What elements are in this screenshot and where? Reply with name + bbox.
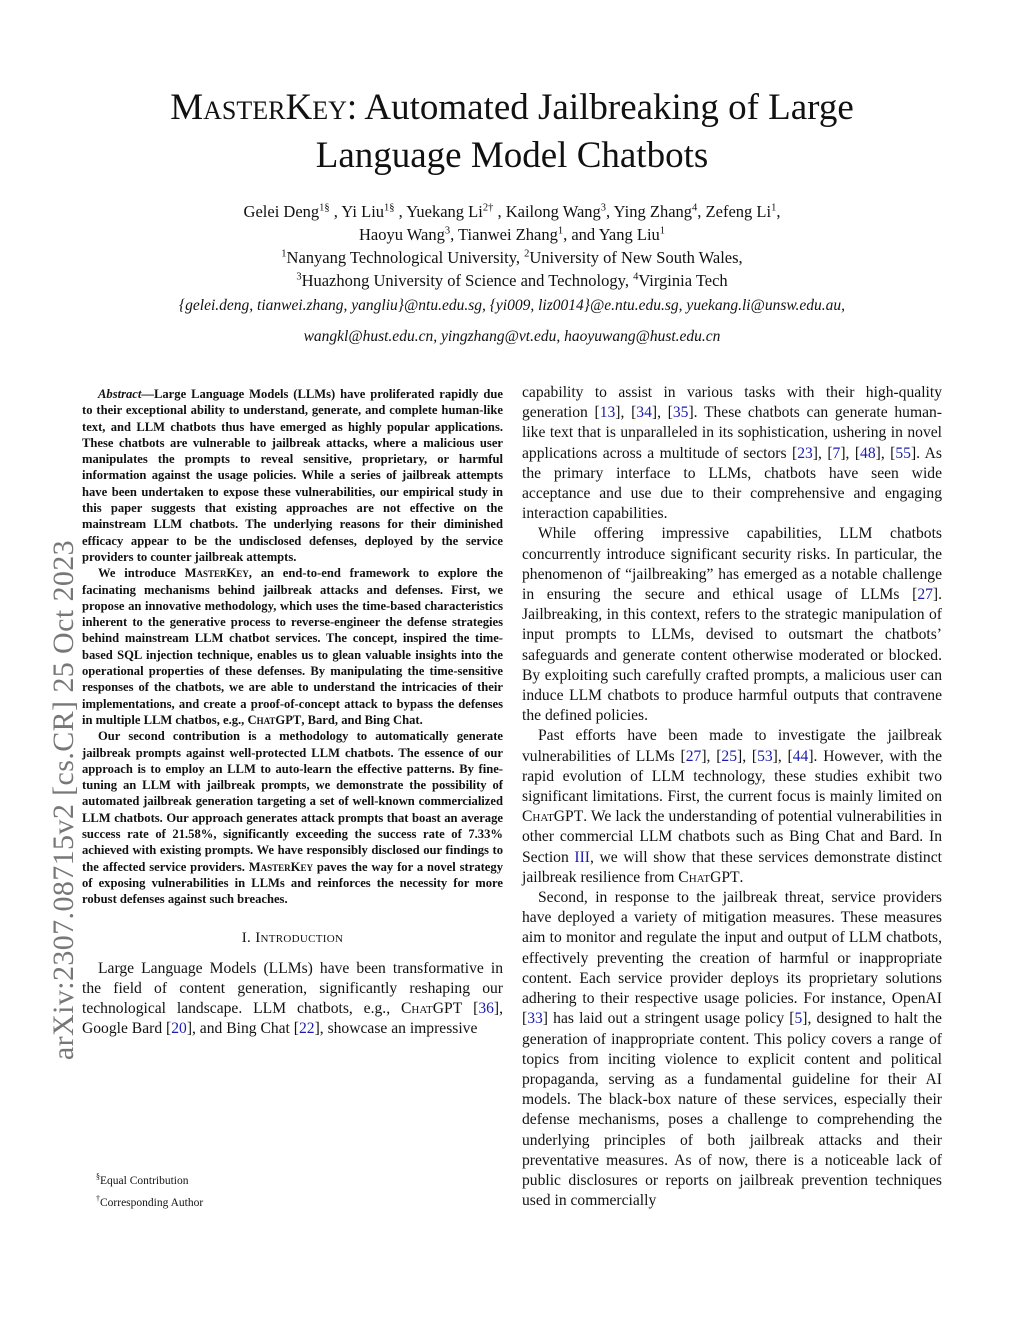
author-block: [120, 200, 904, 348]
section-number: I.: [241, 929, 252, 946]
affiliation-mark: 2: [524, 248, 530, 260]
author-name: , Ying Zhang: [606, 202, 693, 221]
chatgpt-name: ChatGPT: [678, 868, 740, 886]
affiliation: Virginia Tech: [638, 271, 728, 290]
author-affil-mark: 1§: [319, 202, 330, 214]
citation-link[interactable]: 25: [721, 747, 737, 765]
abstract-text: paves the way for a novel strategy of exposing vulnerabilities in LLMs and reinforces the necessity for more robust defenses against such breaches.: [82, 859, 503, 907]
citation-link[interactable]: 35: [672, 404, 689, 422]
abstract: [82, 386, 503, 908]
affiliation-line-1: [120, 246, 904, 269]
body-text: ]. As the primary interface to LLMs, chatbots have seen wide acceptance and use due to their comprehensive and engaging interaction capabilities.: [522, 444, 942, 523]
author-affil-mark: 1: [659, 225, 666, 237]
body-text: ]. Jailbreaking, in this context, refers to the strategic manipulation of input prompts to LLMs, devised to outsmart the chatbots’ safeguards and generate content otherwise moderated or blocked. By exploiting such carefully crafted prompts, a malicious user can induce LLM chatbots to produce harmful outputs that contravene the defined policies.: [522, 586, 942, 725]
email-line-1: {gelei.deng, tianwei.zhang, yangliu}@ntu.edu.sg, {yi009, liz0014}@e.ntu.edu.sg, yuekang.li@unsw.edu.au,: [178, 297, 846, 314]
citation-link[interactable]: 7: [832, 444, 841, 462]
author-affil-mark: 3: [444, 225, 451, 237]
body-text: ], showcase an impressive: [314, 1020, 478, 1038]
section-title: Introduction: [255, 929, 344, 946]
footnote-corresponding-author: [96, 1190, 203, 1212]
citation-link[interactable]: 5: [794, 1010, 803, 1028]
citation-link[interactable]: 23: [797, 444, 813, 462]
abstract-text: , Bard, and Bing Chat.: [301, 712, 423, 727]
body-text: Large Language Models (LLMs) have been transformative in the field of content generation, significantly reshaping our technological landscape. LLM chatbots, e.g.,: [82, 959, 503, 1017]
footnotes: [96, 1168, 203, 1212]
right-paragraph-2: [522, 524, 942, 726]
author-line-2: [120, 223, 904, 246]
body-text: ], designed to halt the generation of inappropriate content. This policy covers a range of topics from inciting violence to explicit content and political propaganda, serving as a fundamental guideline for their AI models. The black-box nature of these services, especially their defense mechanisms, poses a challenge to comprehending the underlying principles of both jailbreak attacks and their preventative measures. As of now, there is a noticeable lack of public disclosures or reports on jailbreak prevention techniques used in commercially: [522, 1010, 942, 1210]
author-affil-mark: 2†: [482, 202, 494, 214]
affiliation: Huazhong University of Science and Technology,: [301, 271, 634, 290]
citation-link[interactable]: 20: [171, 1020, 187, 1038]
affiliation-mark: 3: [296, 271, 302, 283]
abstract-text: , an end-to-end framework to explore the facinating mechanisms behind jailbreak attacks and defenses. First, we propose an innovative methodology, which uses the time-based characteristics inherent to the generative process to reverse-engineer the defense strategies behind mainstream LLM chatbot services. The concept, inspired the time-based SQL injection technique, enables us to glean valuable insights into the operational properties of these defenses. By manipulating the time-sensitive responses of the chatbots, we are able to understand the intricacies of their implementations, and create a proof-of-concept attack to bypass the defenses in multiple LLM chatbos, e.g.,: [82, 566, 503, 727]
author-affil-mark: 1: [771, 202, 777, 214]
citation-link[interactable]: 27: [685, 747, 702, 765]
author-affil-mark: 1: [557, 225, 564, 237]
right-paragraph-4: [522, 888, 942, 1211]
body-text: [: [462, 999, 479, 1017]
body-text: Second, in response to the jailbreak threat, service providers have deployed a variety of mitigation measures. These measures aim to monitor and regulate the input and output of LLM chatbots, effectively preventing the creation of harmful or inappropriate content. Each service provider deploys its proprietary solutions adhering to their respective usage policies. For instance, OpenAI [: [522, 889, 942, 1028]
author-affil-mark: 3: [600, 202, 607, 214]
body-text: ], [: [772, 747, 793, 765]
body-text: ] has laid out a stringent usage policy [: [542, 1010, 795, 1028]
body-text: .: [739, 868, 744, 886]
citation-link[interactable]: 13: [599, 404, 616, 422]
arxiv-identifier: arXiv:2307.08715v2 [cs.CR] 25 Oct 2023: [47, 539, 80, 1061]
intro-paragraph-1: [82, 959, 503, 1040]
citation-link[interactable]: 48: [860, 444, 876, 462]
author-name: , Yuekang Li: [394, 202, 483, 221]
abstract-text: Our second contribution is a methodology to automatically generate jailbreak prompts against well-protected LLM chatbots. The essence of our approach is to employ an LLM to auto-learn the effective patterns. By fine-tuning an LLM with jailbreak prompts, we demonstrate the possibility of automated jailbreak generation targeting a set of well-known commercialized LLM chatbots. Our approach generates attack prompts that boast an average success rate of 21.58%, significantly exceeding the success rate of 7.33% achieved with existing prompts. We have responsibly disclosed our findings to the affected service providers.: [82, 729, 503, 874]
author-affil-mark: 4: [692, 202, 698, 214]
title-line2: Language Model Chatbots: [315, 135, 709, 176]
affiliation-mark: 1: [281, 248, 287, 260]
framework-name: MasterKey: [184, 566, 249, 581]
author-name: , Zefeng Li: [697, 202, 772, 221]
author-line-1: [120, 200, 904, 223]
affiliation: University of New South Wales,: [529, 248, 743, 267]
affiliation-line-2: [120, 269, 904, 292]
title-framework-name: MasterKey: [170, 87, 347, 128]
citation-link[interactable]: 55: [895, 444, 911, 462]
body-text: ], [: [701, 747, 722, 765]
abstract-paragraph-2: [82, 565, 503, 728]
abstract-paragraph-3: [82, 728, 503, 907]
body-text: ], Google Bard [: [82, 999, 503, 1038]
affiliation-mark: 4: [633, 271, 639, 283]
footnote-mark: §: [96, 1172, 100, 1181]
body-text: , we will show that these services demonstrate distinct jailbreak resilience from: [522, 848, 942, 886]
citation-link[interactable]: 27: [917, 586, 933, 604]
framework-name: MasterKey: [248, 859, 313, 874]
body-text: ], and Bing Chat [: [186, 1020, 299, 1038]
citation-link[interactable]: 44: [792, 747, 809, 765]
right-paragraph-3: [522, 726, 942, 888]
chatgpt-name: ChatGPT: [247, 712, 302, 727]
body-text: ], [: [615, 404, 637, 422]
body-text: ], [: [875, 444, 896, 462]
body-text: ], [: [840, 444, 861, 462]
abstract-text: We introduce: [98, 566, 185, 581]
author-affil-mark: 1§: [384, 202, 395, 214]
abstract-label: Abstract: [98, 387, 142, 401]
footnote-mark: †: [96, 1193, 100, 1203]
introduction-text: [82, 959, 503, 1040]
citation-link[interactable]: 22: [298, 1020, 315, 1038]
paper-title: [100, 84, 924, 180]
body-text: . We lack the understanding of potential vulnerabilities in other commercial LLM chatbots such as Bing Chat and Bard. In Section: [522, 808, 942, 866]
section-heading-introduction: [82, 930, 503, 947]
section-link[interactable]: III: [574, 848, 590, 866]
body-text: While offering impressive capabilities, LLM chatbots concurrently introduce significant security risks. In particular, the phenomenon of “jailbreaking” has emerged as a notable challenge in ensuring the secure and ethical usage of LLMs [: [522, 525, 942, 604]
footnote-equal-contribution: [96, 1168, 203, 1190]
author-name: Haoyu Wang: [358, 225, 445, 244]
citation-link[interactable]: 33: [527, 1010, 543, 1028]
right-column: [522, 383, 942, 1211]
author-name: , Yi Liu: [329, 202, 385, 221]
body-text: capability to assist in various tasks with their high-quality generation [: [522, 384, 942, 422]
right-paragraph-1: [522, 383, 942, 524]
citation-link[interactable]: 34: [636, 404, 652, 422]
title-line1-rest: : Automated Jailbreaking of Large: [346, 87, 854, 128]
body-text: ]. However, with the rapid evolution of LLM technology, these studies exhibit two significant limitations. First, the current focus is mainly limited on: [522, 747, 942, 806]
citation-link[interactable]: 36: [478, 999, 494, 1017]
body-text: ], [: [651, 404, 673, 422]
chatgpt-name: ChatGPT: [522, 808, 584, 826]
left-column: [82, 386, 503, 1039]
email-line-2: wangkl@hust.edu.cn, yingzhang@vt.edu, haoyuwang@hust.edu.cn: [303, 328, 721, 345]
author-name: , and Yang Liu: [563, 225, 660, 244]
abstract-paragraph-1: [82, 386, 503, 565]
author-name: Gelei Deng: [243, 202, 320, 221]
affiliation: Nanyang Technological University,: [286, 248, 525, 267]
author-name: , Kailong Wang: [493, 202, 601, 221]
body-text: Past efforts have been made to investigate the jailbreak vulnerabilities of LLMs [: [522, 727, 942, 765]
footnote-text: Equal Contribution: [100, 1174, 189, 1187]
author-separator: ,: [776, 202, 781, 221]
body-text: ]. These chatbots can generate human-like text that is unparalleled in its sophistication, ushering in novel applications across a multitude of sectors [: [522, 404, 942, 462]
body-text: ], [: [737, 747, 758, 765]
author-name: , Tianwei Zhang: [450, 225, 558, 244]
chatgpt-name: ChatGPT: [400, 999, 463, 1017]
footnote-text: Corresponding Author: [100, 1196, 204, 1209]
body-text: ], [: [812, 444, 833, 462]
citation-link[interactable]: 53: [757, 747, 773, 765]
abstract-text: —Large Language Models (LLMs) have proliferated rapidly due to their exceptional ability to understand, generate, and complete human-like text, and LLM chatbots thus have emerged as highly popular applications. These chatbots are vulnerable to jailbreak attacks, where a malicious user manipulates the prompts to reveal sensitive, proprietary, or harmful information against the usage policies. While a series of jailbreak attempts have been undertaken to expose these vulnerabilities, our empirical study in this paper suggests that existing approaches are not effective on the mainstream LLM chatbots. The underlying reasons for their diminished efficacy appear to be the undisclosed defenses, deployed by the service providers to counter jailbreak attempts.: [82, 387, 503, 564]
